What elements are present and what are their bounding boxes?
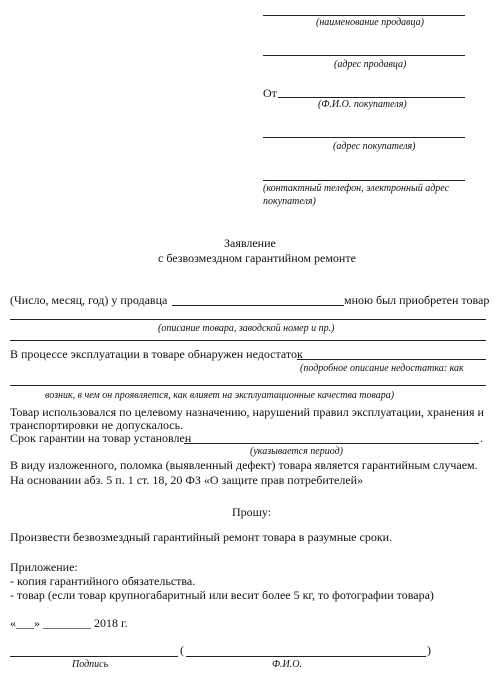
defect-fill-line <box>297 359 486 360</box>
from-label: От <box>263 86 277 100</box>
seller-name-caption: (наименование продавца) <box>316 17 424 28</box>
document-title: Заявление <box>224 236 276 250</box>
attachment-item-2: - товар (если товар крупногабаритный или весит более 5 кг, то фотографии товара) <box>10 588 434 602</box>
request-text: Произвести безвозмездный гарантийный ремонт товара в разумные сроки. <box>10 530 393 544</box>
buyer-name-caption: (Ф.И.О. покупателя) <box>318 99 407 110</box>
buyer-contacts-line <box>263 180 465 181</box>
fio-line <box>186 656 426 657</box>
defect-caption-2: возник, в чем он проявляется, как влияет на эксплуатационные качества товара) <box>45 390 395 401</box>
document-subtitle: с безвозмездном гарантийном ремонте <box>158 251 356 265</box>
buyer-contacts-caption-2: покупателя) <box>263 196 316 207</box>
usage-line-2: транспортировки не допускалось. <box>10 418 184 432</box>
fio-close-paren: ) <box>427 643 431 657</box>
fio-open-paren: ( <box>180 643 184 657</box>
defect-description-line <box>10 385 486 386</box>
warranty-caption: (указывается период) <box>250 446 343 457</box>
item-description-line-2 <box>10 340 486 341</box>
buyer-address-caption: (адрес покупателя) <box>333 141 416 152</box>
request-heading: Прошу: <box>232 505 272 519</box>
attachments-heading: Приложение: <box>10 560 78 574</box>
purchase-seller-line <box>172 305 344 306</box>
item-caption: (описание товара, заводской номер и пр.) <box>158 323 335 334</box>
usage-line-1: Товар использовался по целевому назначению, нарушений правил эксплуатации, хранения и <box>10 405 484 419</box>
item-description-line <box>10 319 486 320</box>
fio-caption: Ф.И.О. <box>272 659 302 670</box>
buyer-name-line <box>278 97 465 98</box>
conclusion-text: В виду изложенного, поломка (выявленный дефект) товара является гарантийным случаем. <box>10 458 478 472</box>
defect-caption: (подробное описание недостатка: как <box>300 363 464 374</box>
signature-line <box>10 656 178 657</box>
purchase-prefix: (Число, месяц, год) у продавца <box>10 293 168 307</box>
signature-caption: Подпись <box>72 659 109 670</box>
date-field: «___» ________ 2018 г. <box>10 616 128 630</box>
seller-address-line <box>263 55 465 56</box>
warranty-period-line <box>184 443 479 444</box>
warranty-suffix: . <box>480 431 483 445</box>
legal-basis-text: На основании абз. 5 п. 1 ст. 18, 20 ФЗ «О защите прав потребителей» <box>10 473 364 487</box>
warranty-prefix: Срок гарантии на товар установлен <box>10 431 192 445</box>
purchase-suffix: мною был приобретен товар <box>344 293 490 307</box>
defect-line: В процессе эксплуатации в товаре обнаружен недостаток <box>10 347 303 361</box>
seller-name-line <box>263 15 465 16</box>
buyer-contacts-caption-1: (контактный телефон, электронный адрес <box>263 183 450 194</box>
buyer-address-line <box>263 137 465 138</box>
attachment-item-1: - копия гарантийного обязательства. <box>10 574 196 588</box>
seller-address-caption: (адрес продавца) <box>334 59 407 70</box>
